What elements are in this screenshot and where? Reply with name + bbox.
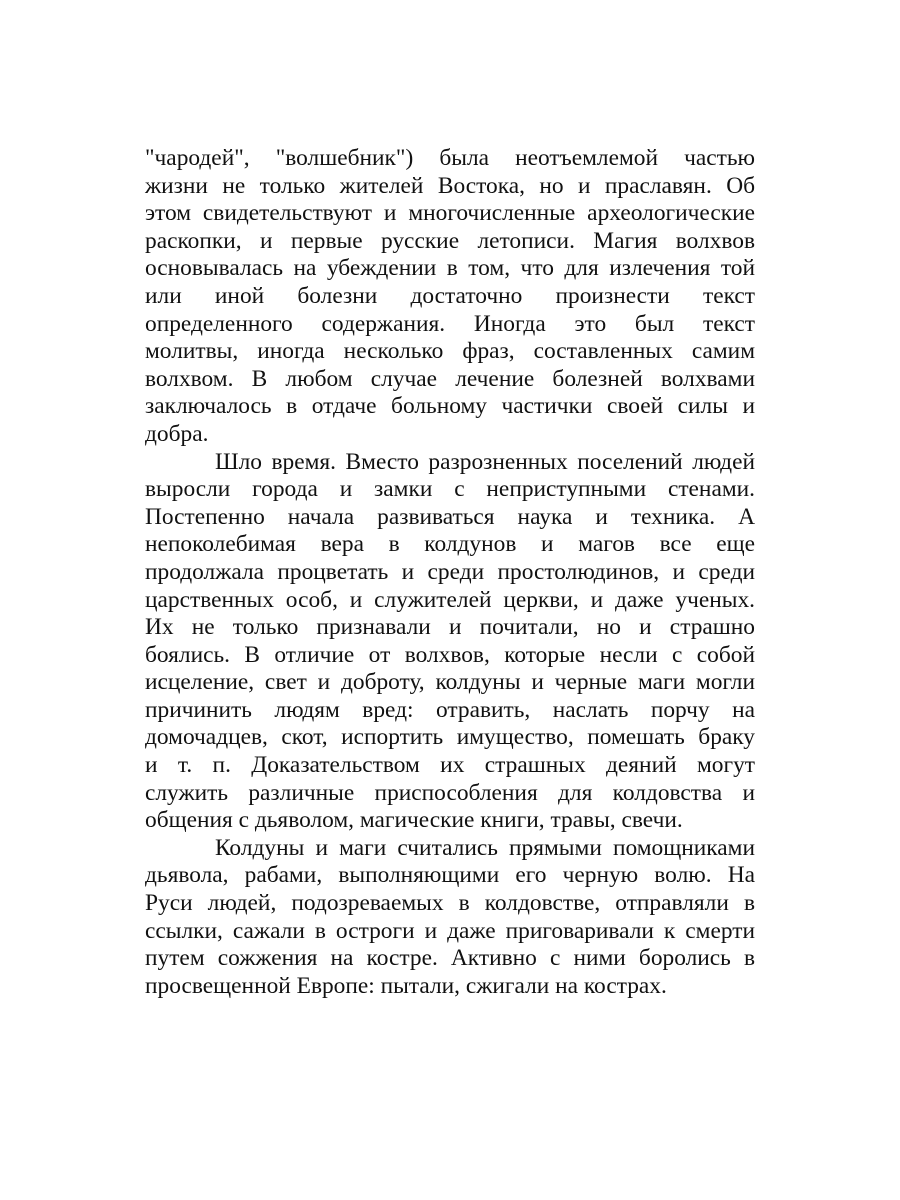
text-line: молитвы, иногда несколько фраз, составленных самим xyxy=(145,338,755,365)
text-line: причинить людям вред: отравить, наслать порчу на xyxy=(145,696,755,723)
text-line: добра. xyxy=(145,420,209,447)
text-line: непоколебимая вера в колдунов и магов все еще xyxy=(145,531,755,558)
text-line: просвещенной Европе: пытали, сжигали на кострах. xyxy=(145,972,667,999)
text-line: Колдуны и маги считались прямыми помощниками xyxy=(215,834,755,861)
text-line: Их не только признавали и почитали, но и страшно xyxy=(145,614,755,641)
text-line: продолжала процветать и среди простолюдинов, и среди xyxy=(145,558,755,585)
text-line: Шло время. Вместо разрозненных поселений людей xyxy=(215,448,755,475)
paragraph-2 xyxy=(145,449,755,835)
text-line: дьявола, рабами, выполняющими его черную волю. На xyxy=(145,862,755,889)
text-line: путем сожжения на костре. Активно с ними боролись в xyxy=(145,945,755,972)
text-line: основывалась на убеждении в том, что для излечения той xyxy=(145,255,755,282)
text-line: Постепенно начала развиваться наука и техника. А xyxy=(145,503,755,530)
text-line: и т. п. Доказательством их страшных деяний могут xyxy=(145,752,755,779)
text-line: Руси людей, подозреваемых в колдовстве, отправляли в xyxy=(145,890,755,917)
text-line: определенного содержания. Иногда это был текст xyxy=(145,310,755,337)
text-line: заключалось в отдаче больному частички своей силы и xyxy=(145,393,755,420)
text-line: служить различные приспособления для колдовства и xyxy=(145,779,755,806)
text-line: этом свидетельствуют и многочисленные археологические xyxy=(145,200,755,227)
text-line: общения с дьяволом, магические книги, травы, свечи. xyxy=(145,807,683,834)
paragraph-3 xyxy=(145,835,755,1001)
text-line: выросли города и замки с неприступными стенами. xyxy=(145,476,755,503)
text-line: домочадцев, скот, испортить имущество, помешать браку xyxy=(145,724,755,751)
text-line: жизни не только жителей Востока, но и праславян. Об xyxy=(145,172,755,199)
text-line: "чародей", "волшебник") была неотъемлемой частью xyxy=(145,145,755,171)
text-line: боялись. В отличие от волхвов, которые несли с собой xyxy=(145,641,755,668)
paragraph-1 xyxy=(145,145,755,449)
text-line: царственных особ, и служителей церкви, и даже ученых. xyxy=(145,586,755,613)
text-line: или иной болезни достаточно произнести текст xyxy=(145,282,755,309)
text-line: ссылки, сажали в остроги и даже приговаривали к смерти xyxy=(145,917,755,944)
text-line: волхвом. В любом случае лечение болезней волхвами xyxy=(145,365,755,392)
text-line: исцеление, свет и доброту, колдуны и черные маги могли xyxy=(145,669,755,696)
body-text xyxy=(145,145,755,1000)
text-line: раскопки, и первые русские летописи. Магия волхвов xyxy=(145,227,755,254)
